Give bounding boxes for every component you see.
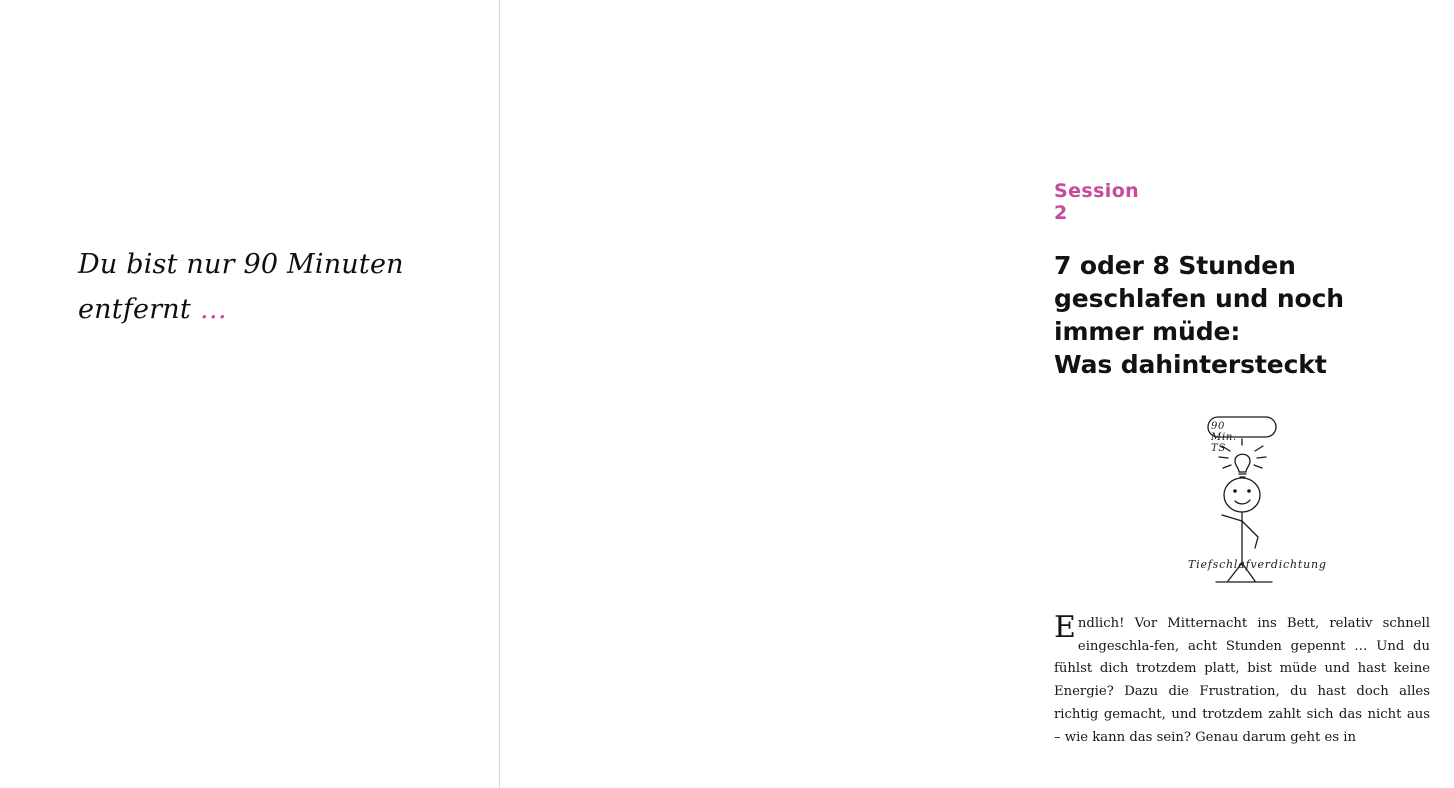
- chapter-title: [1054, 249, 1454, 381]
- epigraph: [78, 243, 468, 332]
- epigraph-ellipsis: …: [199, 293, 227, 325]
- chapter-title-line-1: 7 oder 8 Stunden geschlafen und noch: [1054, 251, 1345, 313]
- right-page: [500, 0, 1430, 788]
- light-bulb-icon: [1235, 439, 1250, 477]
- figure-arm-right: [1242, 521, 1258, 548]
- body-text: ndlich! Vor Mitternacht ins Bett, relativ schnell eingeschla-fen, acht Stunden gepennt … Und du fühlst dich trotzdem platt, bist müde und hast keine Energie? Dazu die Frustration, du hast doch alles richtig gemacht, und trotzdem zahlt sich das nicht aus – wie kann das sein? Genau darum geht es in: [1054, 616, 1430, 745]
- left-page: [0, 0, 500, 788]
- bulb-label-text: 90 Min. TS: [1211, 421, 1237, 454]
- session-label: Session 2: [1054, 180, 1140, 224]
- chapter-title-line-2: immer müde:: [1054, 317, 1241, 346]
- epigraph-line-1: Du bist nur 90 Minuten: [78, 249, 404, 280]
- drop-cap: E: [1054, 610, 1076, 645]
- body-paragraph: [1054, 610, 1430, 749]
- epigraph-line-2: entfernt: [78, 293, 191, 325]
- figure-arm-left: [1222, 515, 1242, 521]
- illustration-caption: Tiefschlafverdichtung: [1188, 558, 1327, 571]
- figure-eye-left: [1233, 489, 1237, 493]
- chapter-title-line-3: Was dahintersteckt: [1054, 350, 1327, 379]
- figure-eye-right: [1247, 489, 1251, 493]
- figure-head: [1224, 478, 1260, 512]
